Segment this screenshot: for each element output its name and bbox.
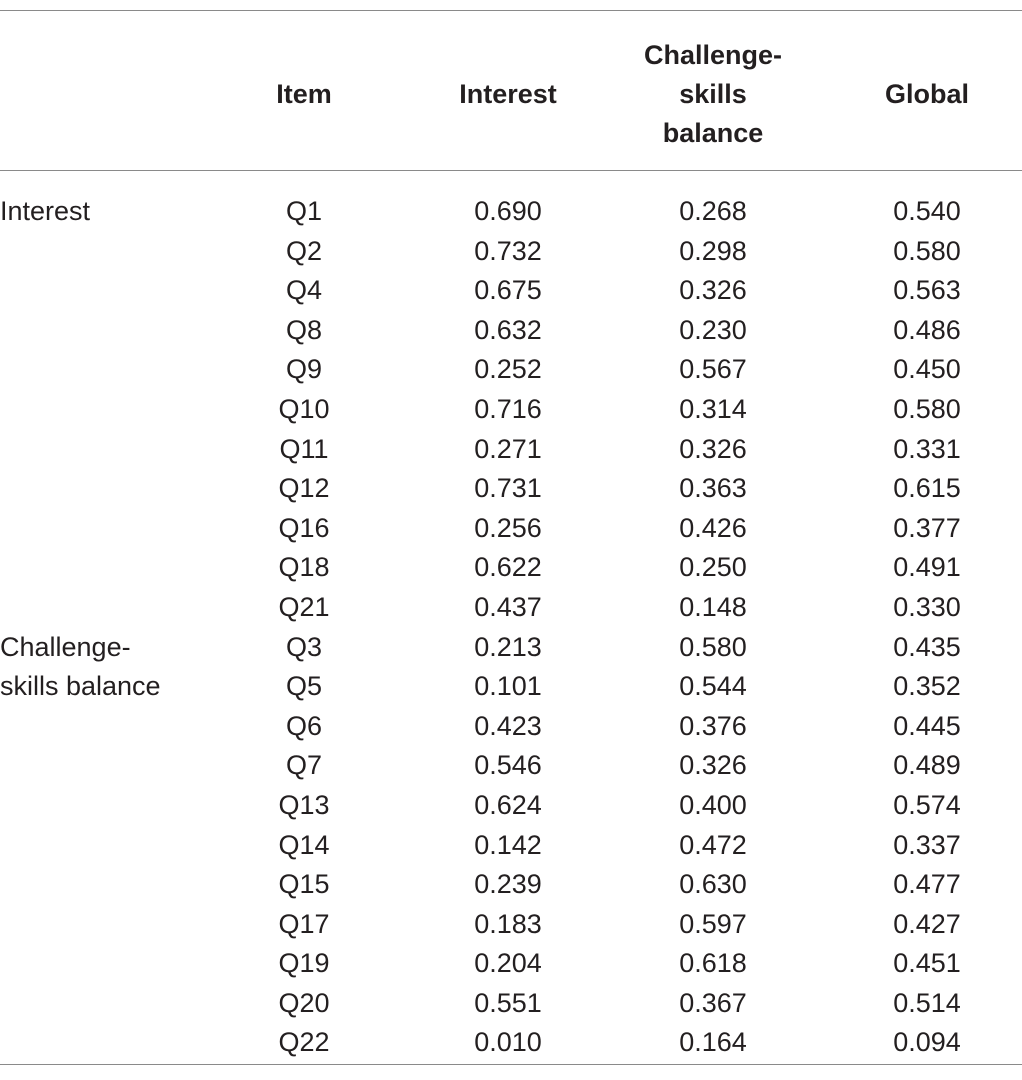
table-top-rule: [0, 10, 1022, 11]
cell-interest: 0.256: [474, 512, 542, 543]
cell-global: 0.377: [893, 512, 961, 543]
cell-interest: 0.675: [474, 275, 542, 306]
table-row: [0, 1023, 1022, 1063]
group-label-challenge-line1: Challenge-: [0, 631, 131, 662]
column-header-item-label: Item: [276, 78, 332, 109]
cell-challenge-skills-balance: 0.298: [679, 235, 747, 266]
cell-global: 0.330: [893, 591, 961, 622]
cell-global: 0.427: [893, 908, 961, 939]
column-header-global-label: Global: [884, 78, 969, 109]
cell-challenge-skills-balance: 0.400: [679, 789, 747, 820]
table-row: [0, 628, 1022, 668]
cell-global: 0.580: [893, 235, 961, 266]
cell-interest: 0.142: [474, 829, 542, 860]
table-row: [0, 826, 1022, 866]
table-row: [0, 271, 1022, 311]
cell-interest: 0.423: [474, 710, 542, 741]
cell-challenge-skills-balance: 0.326: [679, 750, 747, 781]
cell-interest: 0.690: [474, 196, 542, 226]
cell-item: Q14: [278, 829, 330, 860]
cell-item: Q12: [278, 473, 330, 504]
cell-challenge-skills-balance: 0.367: [679, 987, 747, 1018]
cell-interest: 0.239: [474, 869, 542, 900]
cell-item: Q5: [285, 671, 323, 702]
table-header-rule: [0, 170, 1022, 171]
cell-challenge-skills-balance: 0.230: [679, 314, 747, 345]
cell-global: 0.563: [893, 275, 961, 306]
cell-interest: 0.252: [474, 354, 542, 385]
table-row: [0, 390, 1022, 430]
cell-challenge-skills-balance: 0.326: [679, 433, 747, 464]
cell-item: Q16: [278, 512, 330, 543]
table-bottom-rule: [0, 1064, 1022, 1065]
group-label-interest-text: Interest: [0, 196, 91, 226]
cell-interest: 0.731: [474, 473, 542, 504]
cell-global: 0.331: [893, 433, 961, 464]
cell-global: 0.435: [893, 631, 961, 662]
table-row: [0, 469, 1022, 509]
table-row: [0, 311, 1022, 351]
table-row: [0, 667, 1022, 707]
cell-interest: 0.010: [474, 1027, 542, 1058]
cell-challenge-skills-balance: 0.376: [679, 710, 747, 741]
cell-global: 0.477: [893, 869, 961, 900]
table-row: [0, 905, 1022, 945]
cell-interest: 0.213: [474, 631, 542, 662]
cell-global: 0.491: [893, 552, 961, 583]
cell-item: Q1: [285, 196, 323, 226]
cell-challenge-skills-balance: 0.268: [679, 196, 747, 226]
cell-interest: 0.551: [474, 987, 542, 1018]
cell-challenge-skills-balance: 0.363: [679, 473, 747, 504]
group-label-challenge-line2: skills balance: [0, 671, 161, 702]
cell-global: 0.486: [893, 314, 961, 345]
cell-challenge-skills-balance: 0.326: [679, 275, 747, 306]
cell-global: 0.451: [893, 948, 961, 979]
table-row: [0, 865, 1022, 905]
cell-global: 0.450: [893, 354, 961, 385]
cell-item: Q8: [285, 314, 323, 345]
table-row: [0, 192, 1022, 232]
cell-item: Q6: [285, 710, 323, 741]
column-header-interest-label: Interest: [459, 78, 557, 109]
cell-challenge-skills-balance: 0.314: [679, 393, 747, 424]
cell-interest: 0.183: [474, 908, 542, 939]
cell-challenge-skills-balance: 0.250: [679, 552, 747, 583]
cell-item: Q9: [285, 354, 323, 385]
cell-challenge-skills-balance: 0.630: [679, 869, 747, 900]
cell-interest: 0.437: [474, 591, 542, 622]
cell-item: Q18: [278, 552, 330, 583]
cell-item: Q11: [279, 433, 329, 464]
cell-global: 0.489: [893, 750, 961, 781]
cell-challenge-skills-balance: 0.544: [679, 671, 747, 702]
cell-interest: 0.622: [474, 552, 542, 583]
table-row: [0, 707, 1022, 747]
cell-global: 0.574: [893, 789, 961, 820]
cell-interest: 0.624: [474, 789, 542, 820]
cell-item: Q20: [278, 987, 330, 1018]
cell-global: 0.094: [893, 1027, 961, 1058]
cell-item: Q13: [278, 789, 330, 820]
cell-item: Q15: [278, 869, 330, 900]
cell-item: Q10: [278, 393, 330, 424]
cell-global: 0.615: [893, 473, 961, 504]
cell-item: Q2: [285, 235, 323, 266]
cell-challenge-skills-balance: 0.148: [679, 591, 747, 622]
cell-global: 0.352: [893, 671, 961, 702]
cell-global: 0.514: [893, 987, 961, 1018]
cell-item: Q4: [285, 275, 323, 306]
column-header-challenge-skills-balance: [620, 36, 806, 152]
cell-item: Q3: [285, 631, 323, 662]
cell-item: Q7: [285, 750, 323, 781]
table-row: [0, 430, 1022, 470]
cell-interest: 0.732: [474, 235, 542, 266]
cell-challenge-skills-balance: 0.567: [679, 354, 747, 385]
table-row: [0, 984, 1022, 1024]
table-row: [0, 509, 1022, 549]
column-header-interest: [434, 36, 582, 152]
cell-challenge-skills-balance: 0.580: [679, 631, 747, 662]
cell-item: Q21: [278, 591, 330, 622]
cell-global: 0.540: [893, 196, 961, 226]
cell-challenge-skills-balance: 0.618: [679, 948, 747, 979]
column-header-csb-line1: Challenge-: [643, 39, 783, 70]
cell-item: Q22: [278, 1027, 330, 1058]
cell-interest: 0.101: [474, 671, 542, 702]
table-row: [0, 548, 1022, 588]
table-row: [0, 746, 1022, 786]
cell-global: 0.580: [893, 393, 961, 424]
column-header-global: [850, 36, 1004, 152]
table-row: [0, 588, 1022, 628]
cell-interest: 0.716: [474, 393, 542, 424]
table-row: [0, 232, 1022, 272]
column-header-csb-line2: skills: [679, 78, 747, 109]
table-body: [0, 192, 1022, 1063]
cell-challenge-skills-balance: 0.597: [679, 908, 747, 939]
cell-global: 0.337: [893, 829, 961, 860]
cell-interest: 0.546: [474, 750, 542, 781]
cell-challenge-skills-balance: 0.426: [679, 512, 747, 543]
column-header-csb-line3: balance: [662, 117, 764, 148]
cell-challenge-skills-balance: 0.472: [679, 829, 747, 860]
cell-global: 0.445: [893, 710, 961, 741]
cell-interest: 0.204: [474, 948, 542, 979]
cell-item: Q17: [278, 908, 330, 939]
table-row: [0, 944, 1022, 984]
cell-interest: 0.632: [474, 314, 542, 345]
table-row: [0, 350, 1022, 390]
cell-challenge-skills-balance: 0.164: [679, 1027, 747, 1058]
cell-item: Q19: [278, 948, 330, 979]
column-header-item: [234, 36, 374, 152]
cell-interest: 0.271: [474, 433, 542, 464]
table-row: [0, 786, 1022, 826]
